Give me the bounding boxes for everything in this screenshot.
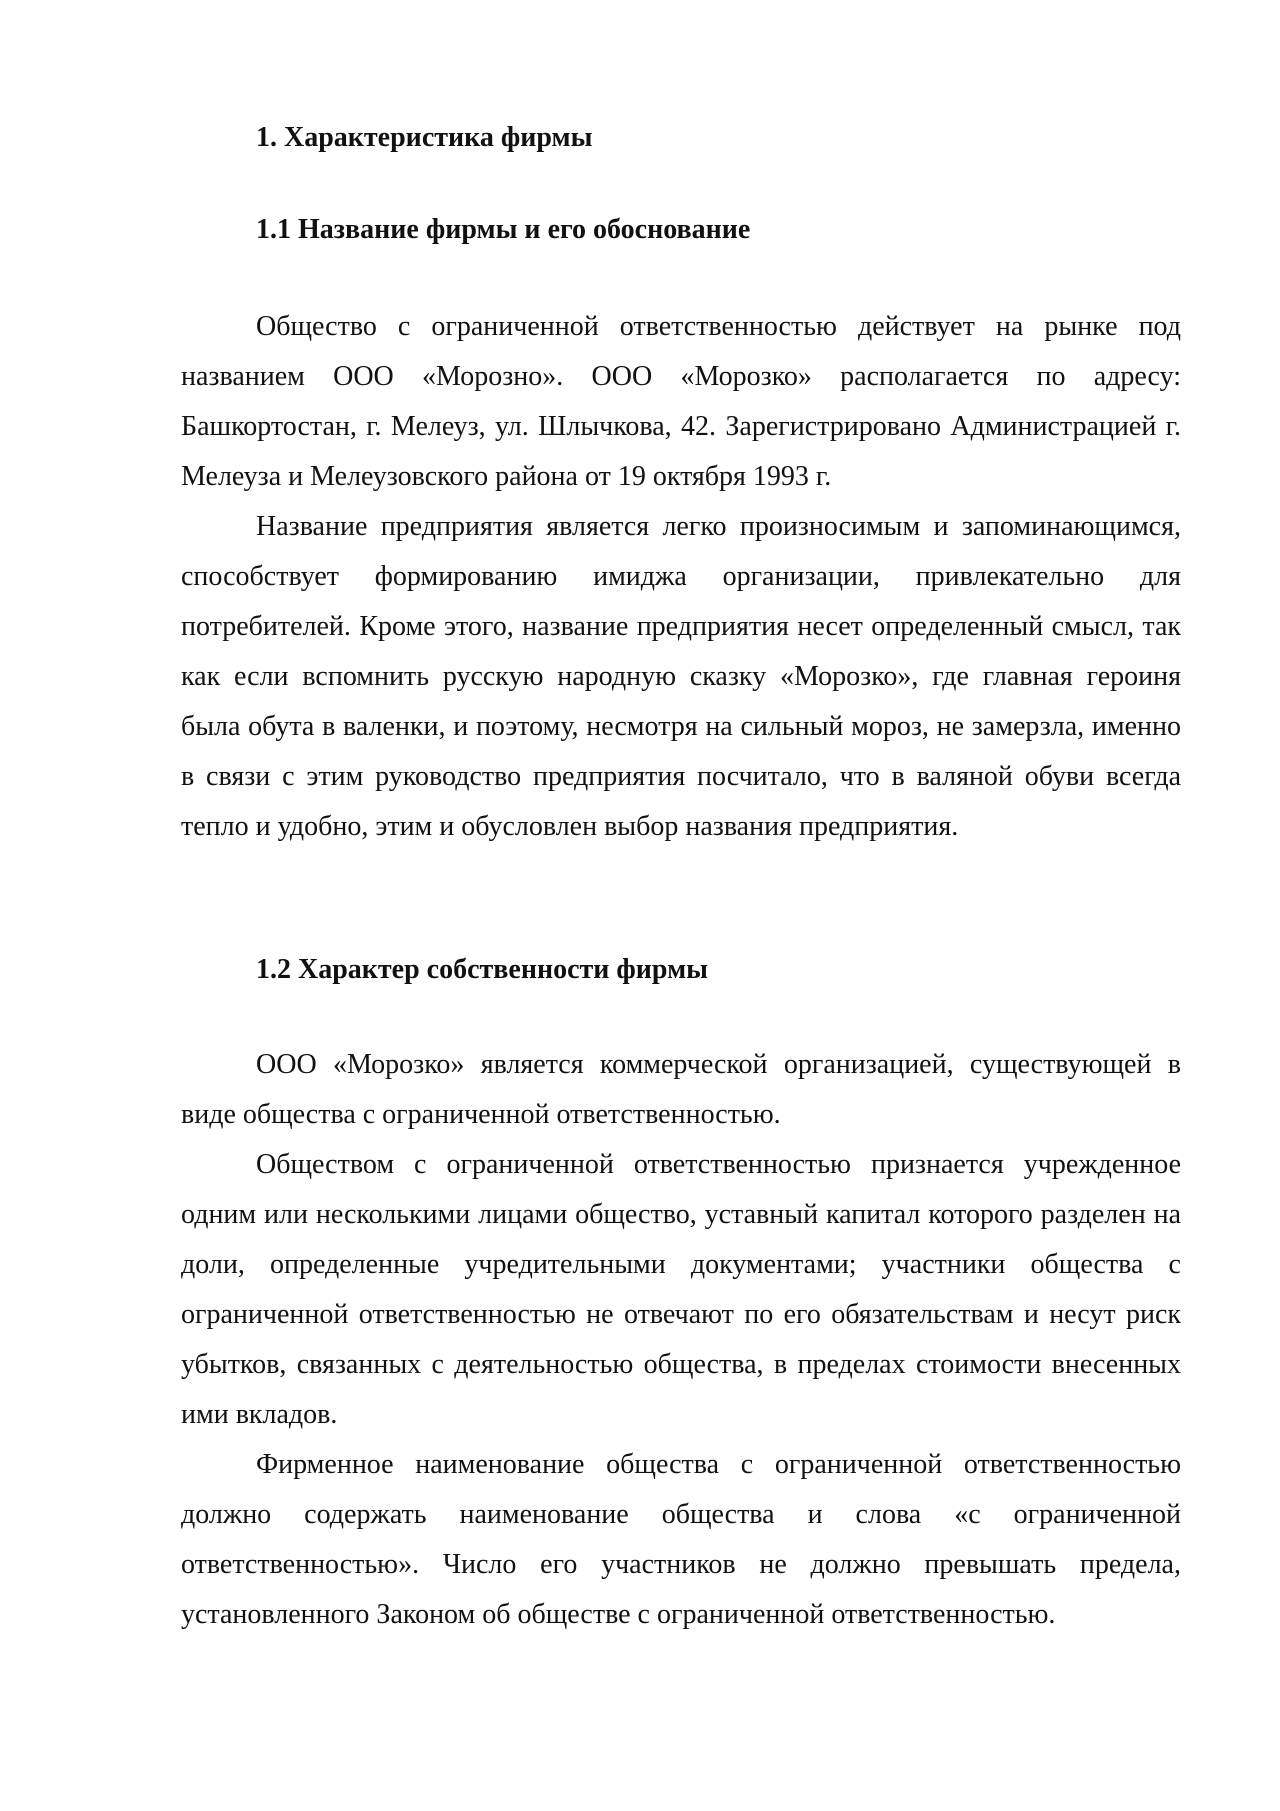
paragraph: Обществом с ограниченной ответственностью признается учрежденное одним или несколькими лицами общество, уставный капитал которого разделен на доли, определенные учредительными документами; участники общества с ограниченной ответственностью не отвечают по его обязательствам и несут риск убытков, связанных с деятельностью общества, в пределах стоимости внесенных ими вкладов. [181, 1149, 1181, 1430]
section-1-2-body [181, 1040, 1181, 1640]
paragraph: ООО «Морозко» является коммерческой организацией, существующей в виде общества с ограниченной ответственностью. [181, 1049, 1181, 1130]
paragraph: Фирменное наименование общества с ограниченной ответственностью должно содержать наименование общества и слова «с ограниченной ответственностью». Число его участников не должно превышать предела, установленного Законом об обществе с ограниченной ответственностью. [181, 1449, 1181, 1630]
paragraph: Название предприятия является легко произносимым и запоминающимся, способствует формированию имиджа организации, привлекательно для потребителей. Кроме этого, название предприятия несет определенный смысл, так как если вспомнить русскую народную сказку «Морозко», где главная героиня была обута в валенки, и поэтому, несмотря на сильный мороз, не замерзла, именно в связи с этим руководство предприятия посчитало, что в валяной обуви всегда тепло и удобно, этим и обусловлен выбор названия предприятия. [181, 511, 1181, 842]
chapter-heading: 1. Характеристика фирмы [256, 122, 593, 153]
section-heading-1-1: 1.1 Название фирмы и его обоснование [256, 214, 751, 245]
section-1-1-body [181, 302, 1181, 852]
section-heading-1-2: 1.2 Характер собственности фирмы [256, 954, 709, 985]
paragraph: Общество с ограниченной ответственностью действует на рынке под названием ООО «Морозно». ООО «Морозко» располагается по адресу: Башкортостан, г. Мелеуз, ул. Шлычкова, 42. Зарегистрировано Администрацией г. Мелеуза и Мелеузовского района от 19 октября 1993 г. [181, 311, 1181, 492]
